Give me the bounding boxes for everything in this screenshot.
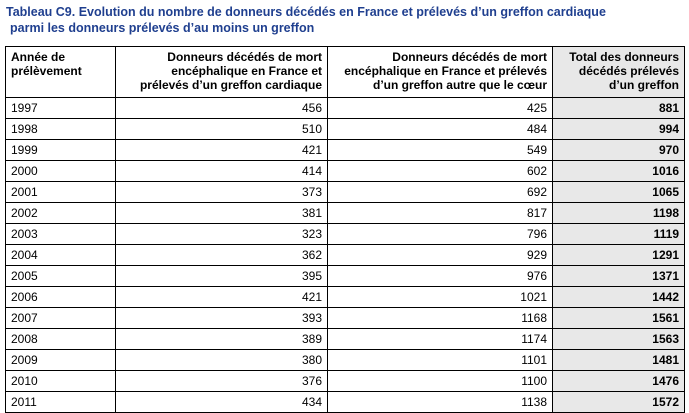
cell-total-donors: 1198 [553, 203, 685, 224]
table-row [6, 119, 685, 140]
table-row [6, 203, 685, 224]
cell-total-donors: 1481 [553, 350, 685, 371]
cell-other-donors: 1100 [328, 371, 553, 392]
cell-heart-donors: 389 [116, 329, 328, 350]
cell-other-donors: 976 [328, 266, 553, 287]
table-row [6, 371, 685, 392]
cell-year: 1999 [6, 140, 116, 161]
cell-other-donors: 1174 [328, 329, 553, 350]
cell-year: 2011 [6, 392, 116, 413]
cell-total-donors: 1563 [553, 329, 685, 350]
cell-heart-donors: 381 [116, 203, 328, 224]
cell-year: 2009 [6, 350, 116, 371]
header-row [6, 47, 685, 98]
cell-year: 2001 [6, 182, 116, 203]
cell-other-donors: 1101 [328, 350, 553, 371]
table-row [6, 245, 685, 266]
cell-total-donors: 1371 [553, 266, 685, 287]
table-row [6, 161, 685, 182]
cell-year: 1997 [6, 98, 116, 119]
cell-heart-donors: 510 [116, 119, 328, 140]
table-row [6, 224, 685, 245]
cell-year: 2003 [6, 224, 116, 245]
cell-year: 2005 [6, 266, 116, 287]
cell-other-donors: 549 [328, 140, 553, 161]
cell-total-donors: 1561 [553, 308, 685, 329]
cell-total-donors: 1572 [553, 392, 685, 413]
cell-heart-donors: 395 [116, 266, 328, 287]
cell-other-donors: 929 [328, 245, 553, 266]
table-row [6, 350, 685, 371]
cell-heart-donors: 414 [116, 161, 328, 182]
table-body [6, 98, 685, 413]
table-title-line1: Tableau C9. Evolution du nombre de donneurs décédés en France et prélevés d’un greffon cardiaque [6, 5, 606, 19]
cell-heart-donors: 393 [116, 308, 328, 329]
table-title-line2: parmi les donneurs prélevés d’au moins un greffon [10, 21, 315, 35]
cell-heart-donors: 380 [116, 350, 328, 371]
table-row [6, 182, 685, 203]
cell-heart-donors: 421 [116, 140, 328, 161]
header-heart-donors: Donneurs décédés de mort encéphalique en France et prélevés d’un greffon cardiaque [116, 47, 328, 98]
cell-total-donors: 1442 [553, 287, 685, 308]
cell-heart-donors: 362 [116, 245, 328, 266]
cell-total-donors: 1291 [553, 245, 685, 266]
cell-year: 1998 [6, 119, 116, 140]
cell-other-donors: 425 [328, 98, 553, 119]
table-row [6, 140, 685, 161]
table-row [6, 98, 685, 119]
cell-other-donors: 484 [328, 119, 553, 140]
cell-heart-donors: 373 [116, 182, 328, 203]
cell-total-donors: 1476 [553, 371, 685, 392]
table-title [6, 4, 686, 36]
cell-total-donors: 1119 [553, 224, 685, 245]
cell-heart-donors: 323 [116, 224, 328, 245]
cell-year: 2006 [6, 287, 116, 308]
cell-year: 2002 [6, 203, 116, 224]
cell-other-donors: 692 [328, 182, 553, 203]
cell-total-donors: 881 [553, 98, 685, 119]
cell-other-donors: 796 [328, 224, 553, 245]
cell-other-donors: 602 [328, 161, 553, 182]
cell-heart-donors: 456 [116, 98, 328, 119]
header-year: Année de prélèvement [6, 47, 116, 98]
cell-other-donors: 1168 [328, 308, 553, 329]
cell-heart-donors: 376 [116, 371, 328, 392]
cell-year: 2008 [6, 329, 116, 350]
cell-heart-donors: 421 [116, 287, 328, 308]
cell-other-donors: 1021 [328, 287, 553, 308]
cell-total-donors: 1016 [553, 161, 685, 182]
header-other-donors: Donneurs décédés de mort encéphalique en France et prélevés d’un greffon autre que le cœur [328, 47, 553, 98]
cell-other-donors: 817 [328, 203, 553, 224]
cell-total-donors: 1065 [553, 182, 685, 203]
header-total-donors: Total des donneurs décédés prélevés d’un greffon [553, 47, 685, 98]
cell-year: 2000 [6, 161, 116, 182]
cell-year: 2004 [6, 245, 116, 266]
cell-year: 2007 [6, 308, 116, 329]
table-row [6, 329, 685, 350]
table-row [6, 308, 685, 329]
table-row [6, 392, 685, 413]
table-row [6, 266, 685, 287]
cell-other-donors: 1138 [328, 392, 553, 413]
cell-total-donors: 994 [553, 119, 685, 140]
cell-heart-donors: 434 [116, 392, 328, 413]
table-row [6, 287, 685, 308]
cell-total-donors: 970 [553, 140, 685, 161]
cell-year: 2010 [6, 371, 116, 392]
donors-table [5, 46, 685, 413]
